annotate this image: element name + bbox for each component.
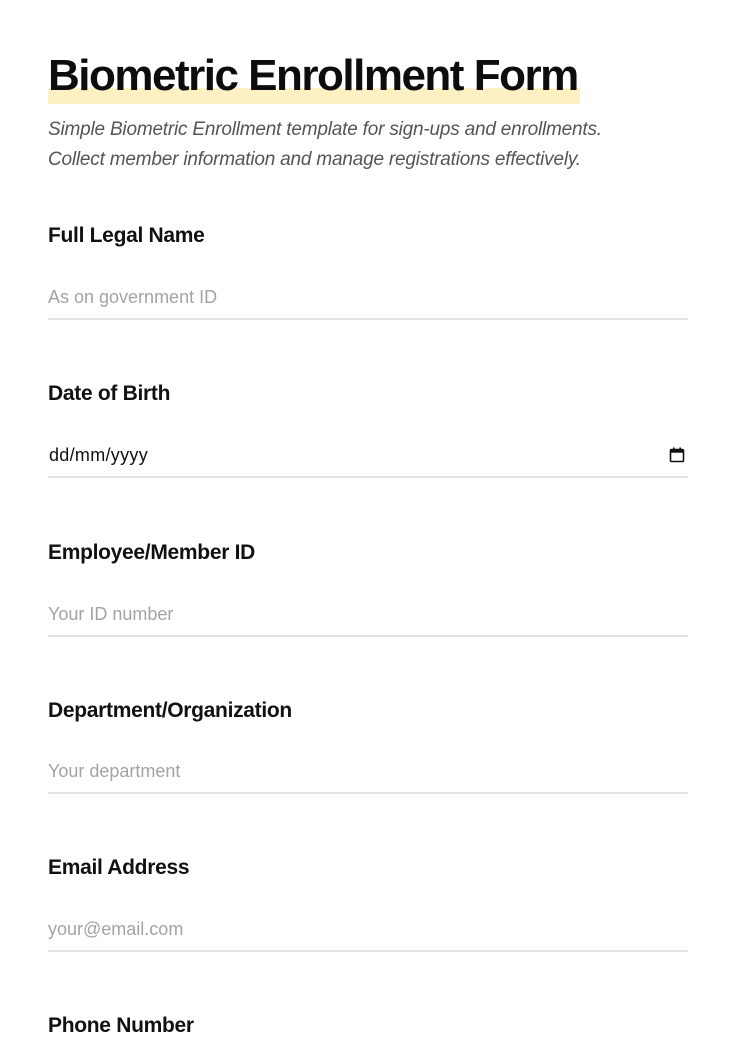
date-of-birth-value: dd/mm/yyyy	[49, 444, 149, 465]
member-id-label: Employee/Member ID	[48, 541, 255, 564]
date-of-birth-label: Date of Birth	[48, 382, 171, 405]
email-input[interactable]	[48, 908, 688, 952]
calendar-icon[interactable]	[669, 447, 685, 463]
member-id-input[interactable]	[48, 593, 688, 637]
form-title: Biometric Enrollment Form	[48, 48, 580, 104]
calendar-icon-svg	[669, 447, 685, 463]
department-label: Department/Organization	[48, 699, 292, 722]
full-legal-name-label: Full Legal Name	[48, 224, 205, 247]
field-email	[48, 854, 688, 882]
field-full-legal-name	[48, 222, 688, 250]
date-of-birth-input[interactable]	[48, 434, 688, 478]
subtitle-line-1: Simple Biometric Enrollment template for sign-ups and enrollments.	[48, 119, 602, 140]
title-wrap	[48, 48, 580, 104]
field-department	[48, 697, 688, 725]
field-date-of-birth	[48, 380, 688, 465]
field-member-id	[48, 539, 688, 567]
phone-label: Phone Number	[48, 1014, 194, 1037]
email-label: Email Address	[48, 856, 190, 879]
department-input[interactable]	[48, 750, 688, 794]
form-subtitle	[48, 115, 688, 175]
field-phone	[48, 1012, 688, 1040]
subtitle-line-2: Collect member information and manage registrations effectively.	[48, 149, 581, 170]
full-legal-name-input[interactable]	[48, 276, 688, 320]
